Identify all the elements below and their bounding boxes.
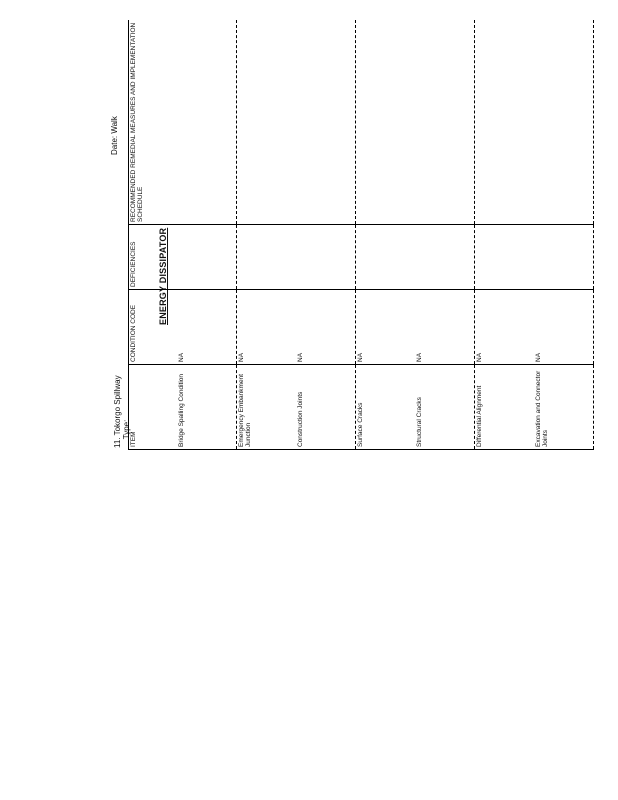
table-row [237,20,297,450]
section-label: 11. Tokorgo Spillway Type: [113,375,131,448]
column-header-item: ITEM [129,365,178,450]
row-deficiencies [415,225,475,290]
page-title: ENERGY DISSIPATOR [158,227,168,325]
table-row [534,20,594,450]
row-remedial-measures [237,20,297,225]
table-row [296,20,356,450]
row-item: Differential Alignment [475,365,535,450]
row-condition-code: NA [237,290,297,365]
rotated-form-page [110,22,549,450]
row-remedial-measures [475,20,535,225]
row-item: Structural Cracks [415,365,475,450]
row-deficiencies [296,225,356,290]
table-row [177,20,237,450]
row-remedial-measures [177,20,237,225]
table-row [415,20,475,450]
row-condition-code: NA [475,290,535,365]
table-row [356,20,416,450]
row-deficiencies [475,225,535,290]
row-condition-code: NA [356,290,416,365]
row-condition-code: NA [415,290,475,365]
row-remedial-measures [534,20,594,225]
inspection-table [128,20,594,450]
row-remedial-measures [296,20,356,225]
column-header-remedial-measures: RECOMMENDED REMEDIAL MEASURES AND IMPLEMENTATION SCHEDULE [129,20,178,225]
row-remedial-measures [356,20,416,225]
column-header-deficiencies: DEFICIENCIES [129,225,178,290]
date-label: Date: Walk [110,116,119,155]
row-deficiencies [237,225,297,290]
row-condition-code: NA [177,290,237,365]
row-condition-code: NA [534,290,594,365]
row-remedial-measures [415,20,475,225]
row-item: Emergency Embankment Junction [237,365,297,450]
row-item: Construction Joints [296,365,356,450]
row-item: Surface Cracks [356,365,416,450]
row-item: Bridge Spalling Condition [177,365,237,450]
row-deficiencies [177,225,237,290]
table-row [475,20,535,450]
row-deficiencies [534,225,594,290]
row-item: Excavation and Connector Joints [534,365,594,450]
column-header-condition-code: CONDITION CODE [129,290,178,365]
row-condition-code: NA [296,290,356,365]
row-deficiencies [356,225,416,290]
table-header-row [129,20,178,450]
